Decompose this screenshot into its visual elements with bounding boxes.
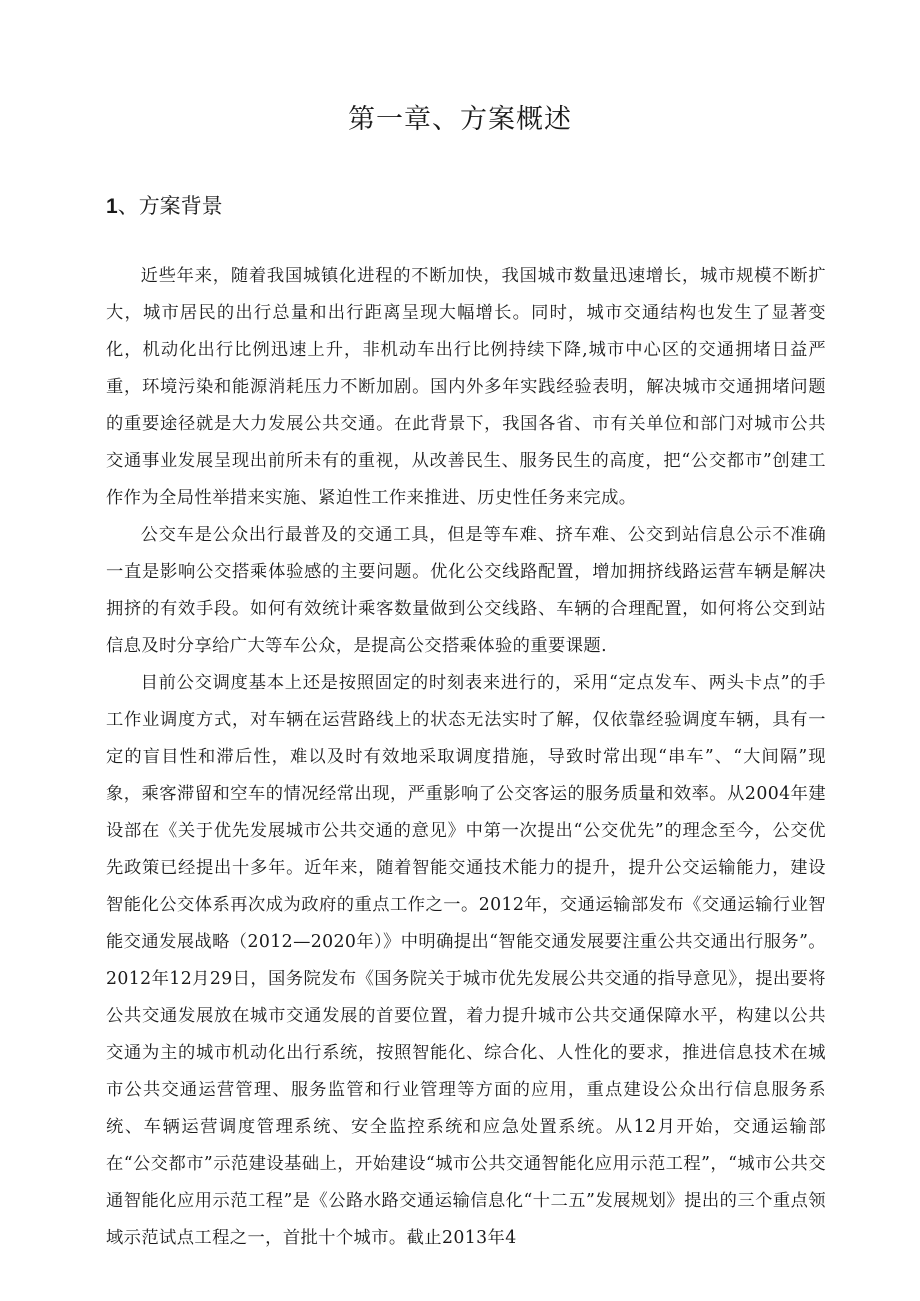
paragraph-background-intro: 近些年来，随着我国城镇化进程的不断加快，我国城市数量迅速增长，城市规模不断扩大，城市居民的出行总量和出行距离呈现大幅增长。同时，城市交通结构也发生了显著变化，机动化出行比例迅速上升，非机动车出行比例持续下降,城市中心区的交通拥堵日益严重，环境污染和能源消耗压力不断加剧。国内外多年实践经验表明，解决城市交通拥堵问题的重要途径就是大力发展公共交通。在此背景下，我国各省、市有关单位和部门对城市公共交通事业发展呈现出前所未有的重视，从改善民生、服务民生的高度，把“公交都市”创建工作作为全局性举措来实施、紧迫性工作来推进、历史性任务来完成。 bbox=[106, 266, 826, 508]
section-number: 1 bbox=[106, 195, 118, 218]
paragraph-bus-experience: 公交车是公众出行最普及的交通工具，但是等车难、挤车难、公交到站信息公示不准确一直是影响公交搭乘体验感的主要问题。优化公交线路配置，增加拥挤线路运营车辆是解决拥挤的有效手段。如何有效统计乘客数量做到公交线路、车辆的合理配置，如何将公交到站信息及时分享给广大等车公众，是提高公交搭乘体验的重要课题. bbox=[106, 525, 826, 656]
body-text bbox=[106, 258, 826, 1257]
section-heading bbox=[106, 190, 223, 223]
chapter-title: 第一章、方案概述 bbox=[348, 104, 572, 135]
paragraph-dispatch-policy: 目前公交调度基本上还是按照固定的时刻表来进行的，采用“定点发车、两头卡点”的手工作业调度方式，对车辆在运营路线上的状态无法实时了解，仅依靠经验调度车辆，具有一定的盲目性和滞后性，难以及时有效地采取调度措施，导致时常出现“串车”、“大间隔”现象，乘客滞留和空车的情况经常出现，严重影响了公交客运的服务质量和效率。从2004年建设部在《关于优先发展城市公共交通的意见》中第一次提出“公交优先”的理念至今，公交优先政策已经提出十多年。近年来，随着智能交通技术能力的提升，提升公交运输能力，建设智能化公交体系再次成为政府的重点工作之一。2012年，交通运输部发布《交通运输行业智能交通发展战略（2012—2020年）》中明确提出“智能交通发展要注重公共交通出行服务”。2012年12月29日，国务院发布《国务院关于城市优先发展公共交通的指导意见》，提出要将公共交通发展放在城市交通发展的首要位置，着力提升城市公共交通保障水平，构建以公共交通为主的城市机动化出行系统，按照智能化、综合化、人性化的要求，推进信息技术在城市公共交通运营管理、服务监管和行业管理等方面的应用，重点建设公众出行信息服务系统、车辆运营调度管理系统、安全监控系统和应急处置系统。从12月开始，交通运输部在“公交都市”示范建设基础上，开始建设“城市公共交通智能化应用示范工程”，“城市公共交通智能化应用示范工程”是《公路水路交通运输信息化“十二五”发展规划》提出的三个重点领域示范试点工程之一，首批十个城市。截止2013年4 bbox=[106, 673, 826, 1248]
section-separator: 、 bbox=[117, 194, 139, 218]
section-title: 方案背景 bbox=[138, 194, 223, 218]
